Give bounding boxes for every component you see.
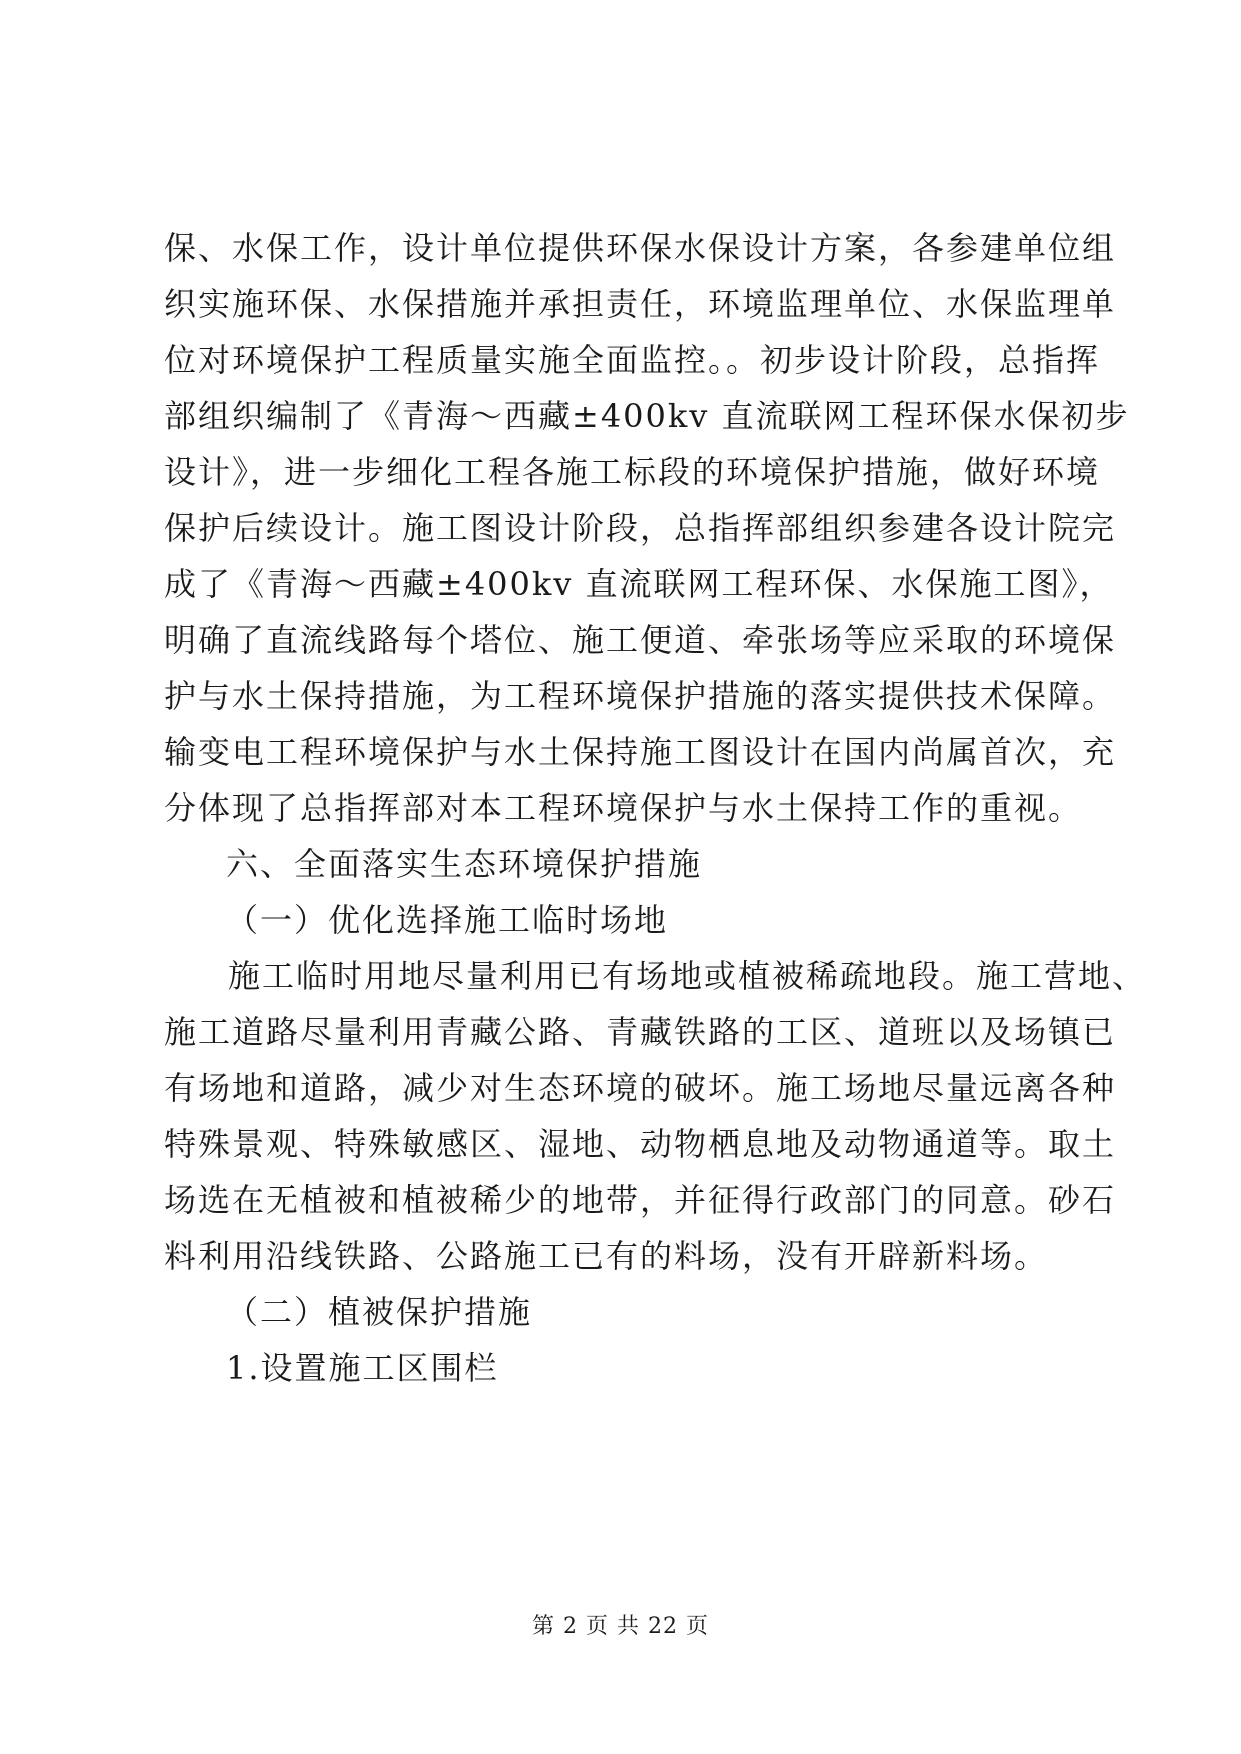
text-line: 设计》，进一步细化工程各施工标段的环境保护措施，做好环境 (164, 453, 1101, 491)
text-line: 明确了直流线路每个塔位、施工便道、牵张场等应采取的环境保 (164, 621, 1117, 659)
text-line: 分体现了总指挥部对本工程环境保护与水土保持工作的重视。 (164, 789, 1083, 827)
text-line: 织实施环保、水保措施并承担责任，环境监理单位、水保监理单 (164, 285, 1117, 323)
text-line: 施工临时用地尽量利用已有场地或植被稀疏地段。施工营地、 (228, 957, 1147, 995)
text-line: 位对环境保护工程质量实施全面监控。。初步设计阶段，总指挥 (164, 341, 1101, 379)
text-line: 部组织编制了《青海～西藏±400kv 直流联网工程环保水保初步 (164, 397, 1130, 435)
subsection-heading: （一）优化选择施工临时场地 (226, 901, 669, 939)
text-line: 输变电工程环境保护与水土保持施工图设计在国内尚属首次，充 (164, 733, 1117, 771)
text-line: 特殊景观、特殊敏感区、湿地、动物栖息地及动物通道等。取土 (164, 1125, 1117, 1163)
section-heading: 六、全面落实生态环境保护措施 (226, 845, 703, 883)
text-line: 施工道路尽量利用青藏公路、青藏铁路的工区、道班以及场镇已 (164, 1013, 1117, 1051)
text-line: 成了《青海～西藏±400kv 直流联网工程环保、水保施工图》， (164, 565, 1114, 603)
page-number-footer: 第 2 页 共 22 页 (532, 1614, 709, 1639)
text-line: 保护后续设计。施工图设计阶段，总指挥部组织参建各设计院完 (164, 509, 1117, 547)
text-line: 护与水土保持措施，为工程环境保护措施的落实提供技术保障。 (164, 677, 1117, 715)
text-line: 场选在无植被和植被稀少的地带，并征得行政部门的同意。砂石 (164, 1181, 1117, 1219)
text-line: 有场地和道路，减少对生态环境的破坏。施工场地尽量远离各种 (164, 1069, 1117, 1107)
text-line: 保、水保工作，设计单位提供环保水保设计方案，各参建单位组 (164, 229, 1117, 267)
subsection-heading: （二）植被保护措施 (226, 1293, 533, 1331)
text-line: 料利用沿线铁路、公路施工已有的料场，没有开辟新料场。 (164, 1237, 1049, 1275)
item-heading: 1.设置施工区围栏 (226, 1349, 499, 1387)
